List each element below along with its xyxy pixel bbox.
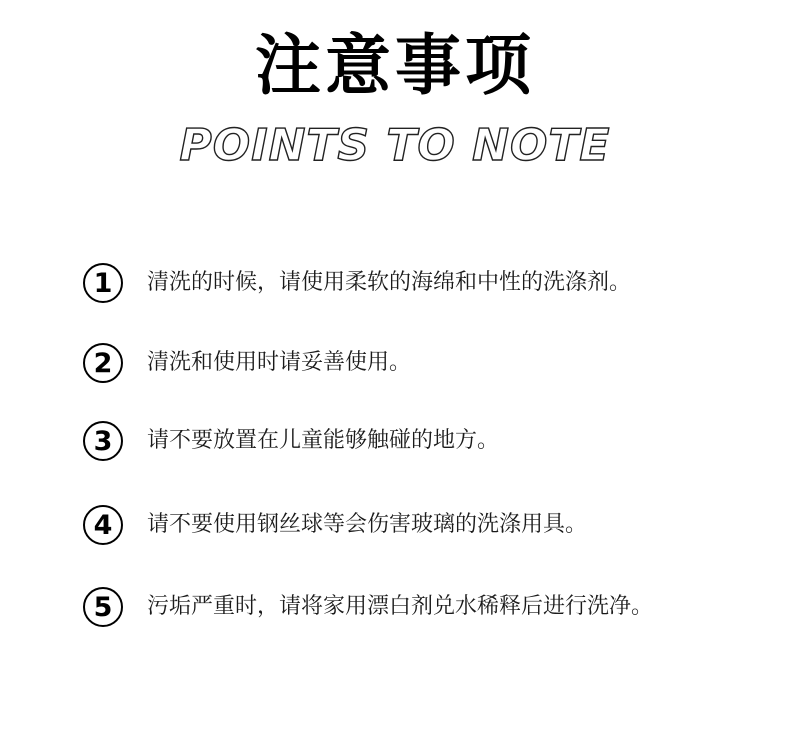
page-subtitle: POINTS TO NOTE	[179, 120, 611, 171]
note-text: 请不要放置在儿童能够触碰的地方。	[147, 428, 500, 453]
note-item-3	[83, 419, 499, 463]
note-text: 清洗的时候，请使用柔软的海绵和中性的洗涤剂。	[147, 270, 632, 295]
note-number-badge: 3	[83, 421, 123, 461]
notes-list	[83, 0, 763, 750]
note-text: 清洗和使用时请妥善使用。	[147, 350, 412, 375]
note-number-badge: 4	[83, 505, 123, 545]
note-number-badge: 1	[83, 263, 123, 303]
note-item-2	[83, 341, 411, 385]
page-title: 注意事项	[255, 27, 535, 104]
note-text: 请不要使用钢丝球等会伤害玻璃的洗涤用具。	[147, 512, 588, 537]
note-item-5	[83, 585, 653, 629]
note-item-1	[83, 261, 631, 305]
note-text: 污垢严重时，请将家用漂白剂兑水稀释后进行洗净。	[147, 594, 654, 619]
note-item-4	[83, 503, 587, 547]
note-number-badge: 2	[83, 343, 123, 383]
note-number-badge: 5	[83, 587, 123, 627]
